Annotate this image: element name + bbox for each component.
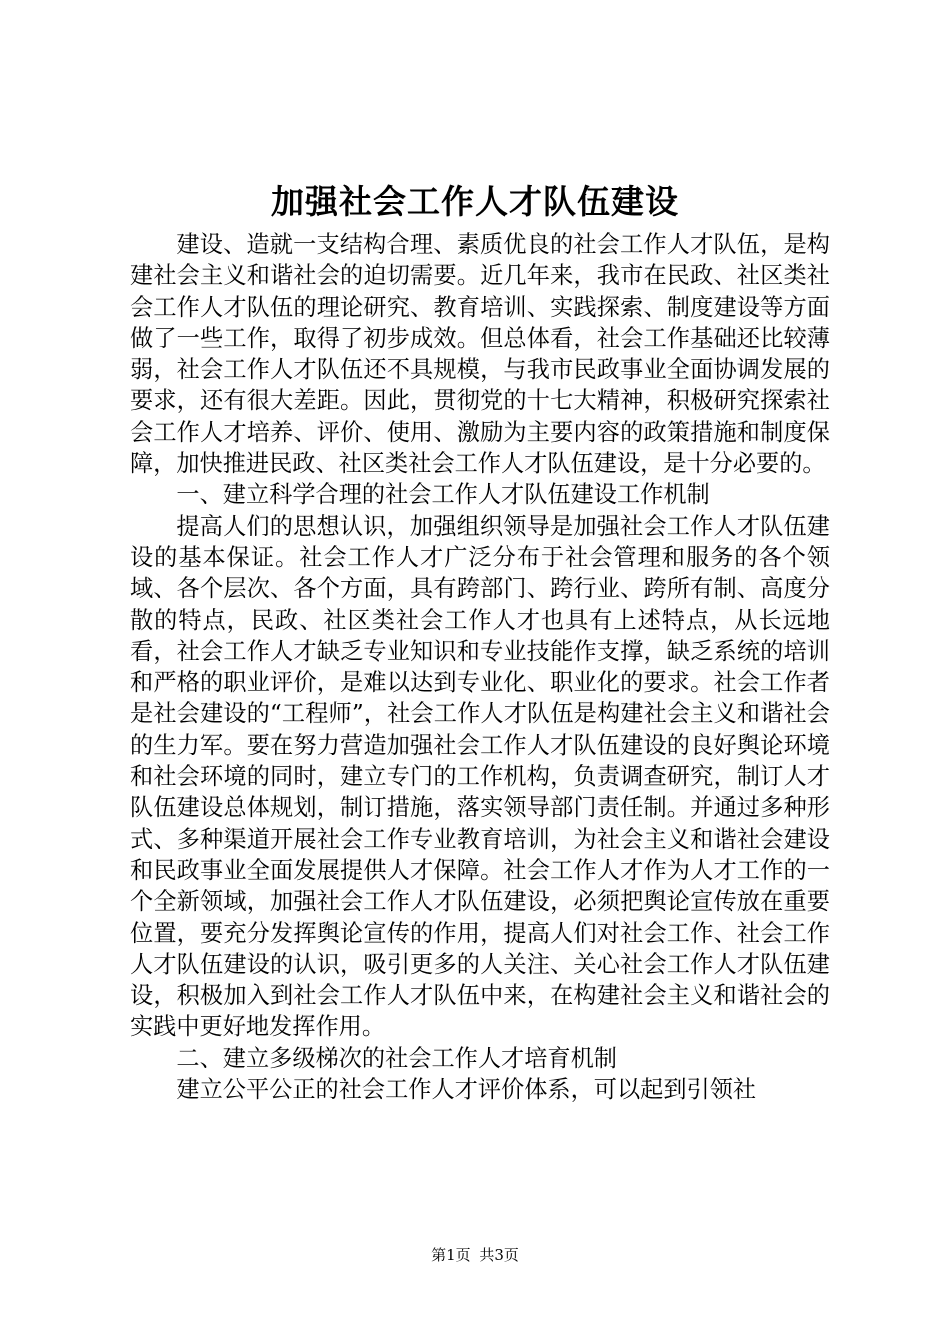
section-heading-2: 二、建立多级梯次的社会工作人才培育机制 — [176, 1044, 617, 1072]
section-paragraph-1: 提高人们的思想认识，加强组织领导是加强社会工作人才队伍建设的基本保证。社会工作人才广泛分布于社会管理和服务的各个领域、各个层次、各个方面，具有跨部门、跨行业、跨所有制、高度分散的特点，民政、社区类社会工作人才也具有上述特点，从长远地看，社会工作人才缺乏专业知识和专业技能作支撑，缺乏系统的培训和严格的职业评价，是难以达到专业化、职业化的要求。社会工作者是社会建设的“工程师”，社会工作人才队伍是构建社会主义和谐社会的生力军。要在努力营造加强社会工作人才队伍建设的良好舆论环境和社会环境的同时，建立专门的工作机构，负责调查研究，制订人才队伍建设总体规划，制订措施，落实领导部门责任制。并通过多种形式、多种渠道开展社会工作专业教育培训，为社会主义和谐社会建设和民政事业全面发展提供人才保障。社会工作人才作为人才工作的一个全新领域，加强社会工作人才队伍建设，必须把舆论宣传放在重要位置，要充分发挥舆论宣传的作用，提高人们对社会工作、社会工作人才队伍建设的认识，吸引更多的人关注、关心社会工作人才队伍建设，积极加入到社会工作人才队伍中来，在构建社会主义和谐社会的实践中更好地发挥作用。 — [130, 512, 830, 1041]
section-paragraph-2: 建立公平公正的社会工作人才评价体系，可以起到引领社 — [176, 1076, 757, 1104]
document-body — [130, 229, 830, 1105]
intro-paragraph: 建设、造就一支结构合理、素质优良的社会工作人才队伍，是构建社会主义和谐社会的迫切需要。近几年来，我市在民政、社区类社会工作人才队伍的理论研究、教育培训、实践探索、制度建设等方面做了一些工作，取得了初步成效。但总体看，社会工作基础还比较薄弱，社会工作人才队伍还不具规模，与我市民政事业全面协调发展的要求，还有很大差距。因此，贯彻党的十七大精神，积极研究探索社会工作人才培养、评价、使用、激励为主要内容的政策措施和制度保障，加快推进民政、社区类社会工作人才队伍建设，是十分必要的。 — [130, 231, 830, 478]
document-title: 加强社会工作人才队伍建设 — [271, 182, 679, 221]
page-footer: 第1页 共3页 — [431, 1246, 519, 1264]
section-heading-1: 一、建立科学合理的社会工作人才队伍建设工作机制 — [176, 481, 710, 509]
